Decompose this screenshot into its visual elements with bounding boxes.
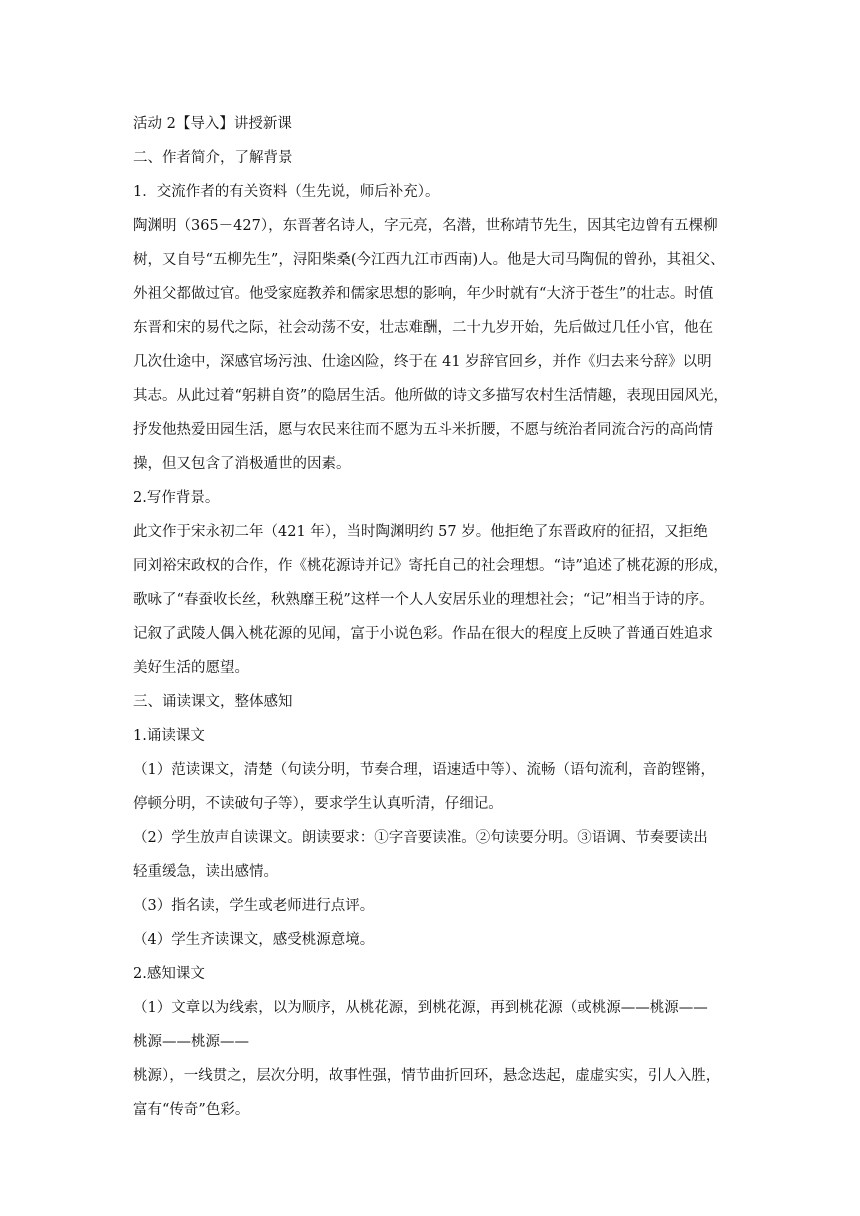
subsection-heading: 1．交流作者的有关资料（生先说，师后补充）。: [133, 184, 440, 200]
section-heading-reading: 三、诵读课文，整体感知: [133, 694, 293, 710]
paragraph-line: 同刘裕宋政权的合作，作《桃花源诗并记》寄托自己的社会理想。“诗”追述了桃花源的形成，: [133, 558, 728, 574]
paragraph-line: 几次仕途中，深感官场污浊、仕途凶险，终于在 41 岁辞官回乡，并作《归去来兮辞》以明: [133, 354, 712, 370]
paragraph-line: 其志。从此过着“躬耕自资”的隐居生活。他所做的诗文多描写农村生活情趣，表现田园风光，: [133, 388, 728, 404]
paragraph-line: 抒发他热爱田园生活，愿与农民来往而不愿为五斗米折腰，不愿与统治者同流合污的高尚情: [133, 422, 713, 438]
subsection-heading: 1.诵读课文: [133, 728, 205, 744]
paragraph-line: （1）范读课文，清楚（句读分明，节奏合理，语速适中等）、流畅（语句流利，音韵铿锵，: [133, 762, 715, 778]
subsection-heading: 2.感知课文: [133, 966, 205, 982]
paragraph-line: 此文作于宋永初二年（421 年），当时陶渊明约 57 岁。他拒绝了东晋政府的征招，又拒绝: [133, 524, 708, 540]
paragraph-line: 歌咏了“春蚕收长丝，秋熟靡王税”这样一个人人安居乐业的理想社会；“记”相当于诗的序。: [133, 592, 714, 608]
paragraph-line: 操，但又包含了消极遁世的因素。: [133, 456, 351, 472]
paragraph-line: （1）文章以为线索，以为顺序，从桃花源，到桃花源，再到桃花源（或桃源——桃源——: [133, 1000, 708, 1016]
paragraph-line: 美好生活的愿望。: [133, 660, 249, 676]
paragraph-line: 桃源——桃源——: [133, 1034, 249, 1050]
paragraph-line: （4）学生齐读课文，感受桃源意境。: [133, 932, 375, 948]
subsection-heading: 2.写作背景。: [133, 490, 220, 506]
paragraph-line: 桃源），一线贯之，层次分明，故事性强，情节曲折回环，悬念迭起，虚虚实实，引人入胜，: [133, 1068, 721, 1084]
paragraph-line: 富有“传奇”色彩。: [133, 1102, 250, 1118]
paragraph-line: 记叙了武陵人偶入桃花源的见闻，富于小说色彩。作品在很大的程度上反映了普通百姓追求: [133, 626, 713, 642]
paragraph-line: 东晋和宋的易代之际，社会动荡不安，壮志难酬，二十九岁开始，先后做过几任小官，他在: [133, 320, 713, 336]
paragraph-line: （3）指名读，学生或老师进行点评。: [133, 898, 375, 914]
activity-heading: 活动 2【导入】讲授新课: [133, 116, 292, 132]
paragraph-line: 陶渊明（365－427），东晋著名诗人，字元亮，名潜，世称靖节先生，因其宅边曾有五棵柳: [133, 218, 718, 234]
paragraph-line: 外祖父都做过官。他受家庭教养和儒家思想的影响，年少时就有“大济于苍生”的壮志。时值: [133, 286, 714, 302]
paragraph-line: 树，又自号“五柳先生”，浔阳柴桑(今江西九江市西南)人。他是大司马陶侃的曾孙，其祖父、: [133, 252, 725, 268]
paragraph-line: 停顿分明，不读破句子等），要求学生认真听清，仔细记。: [133, 796, 503, 812]
paragraph-line: （2）学生放声自读课文。朗读要求：①字音要读准。②句读要分明。③语调、节奏要读出: [133, 830, 708, 846]
section-heading-author: 二、作者简介，了解背景: [133, 150, 293, 166]
paragraph-line: 轻重缓急，读出感情。: [133, 864, 278, 880]
